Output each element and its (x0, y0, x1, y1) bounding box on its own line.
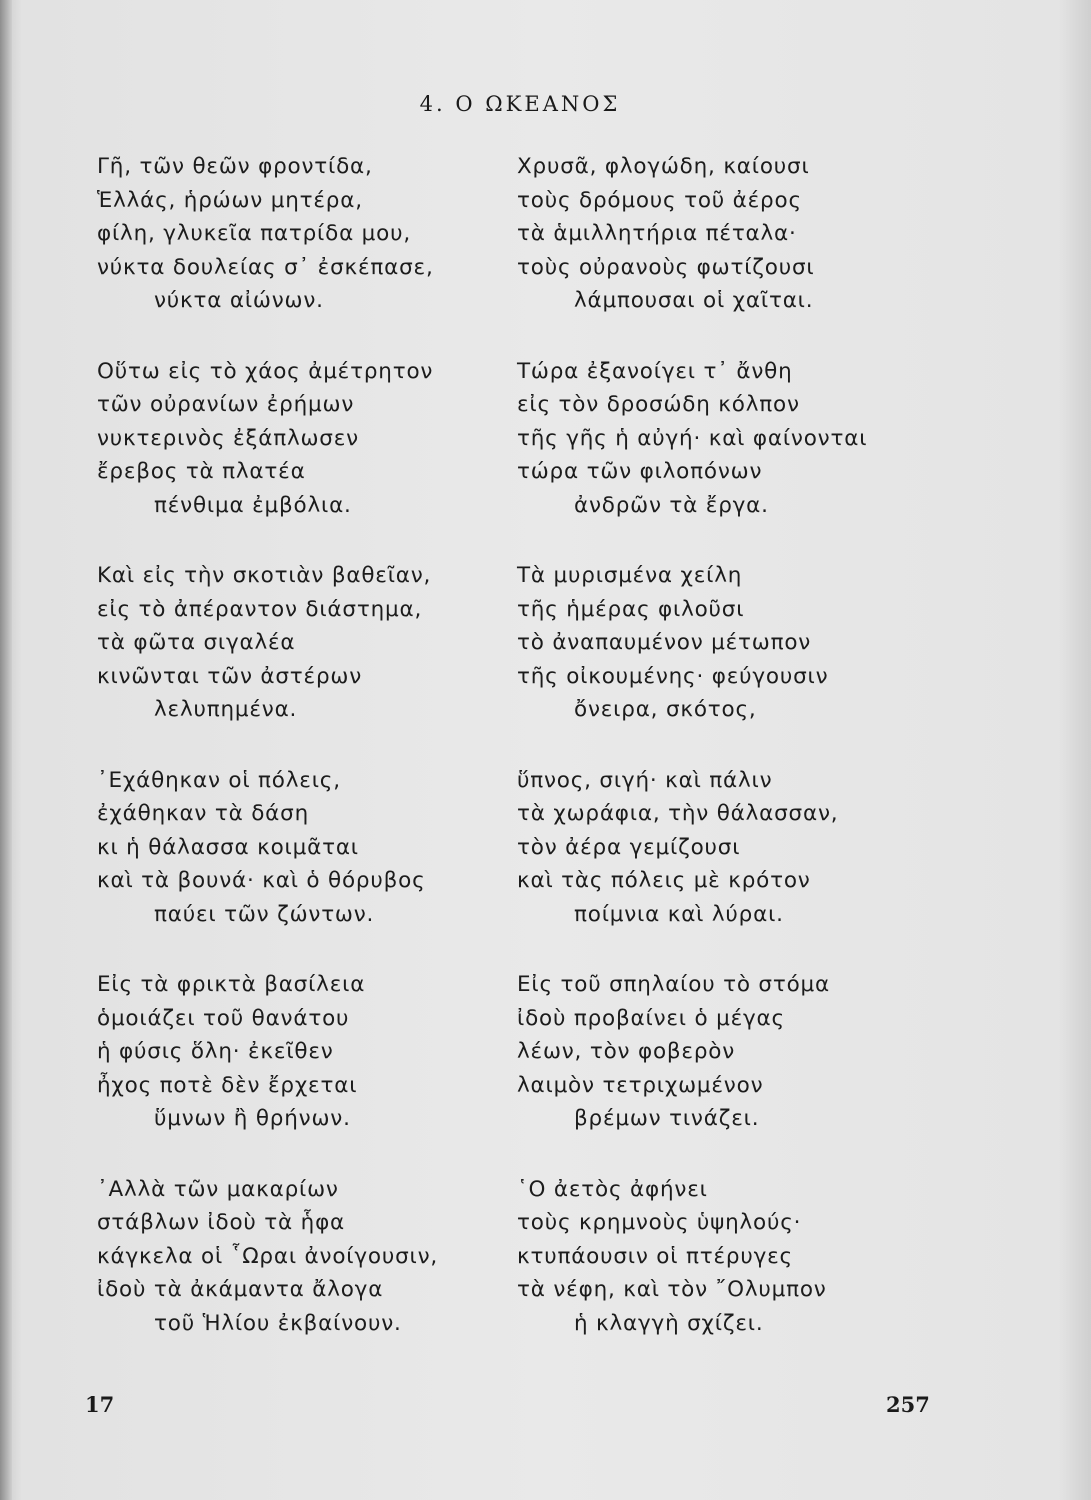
verse-line: τὰ χωράφια, τὴν θάλασσαν, (517, 801, 839, 826)
poem-column-left (97, 150, 537, 1377)
verse-line: ἦχος ποτὲ δὲν ἔρχεται (97, 1072, 358, 1098)
verse-line: τοὺς οὐρανοὺς φωτίζουσι (517, 254, 815, 280)
poem-title: 4. Ο ΩΚΕΑΝΟΣ (419, 92, 621, 116)
verse-line: παύει τῶν ζώντων. (154, 901, 375, 927)
verse-line: τὸν ἀέρα γεμίζουσι (517, 834, 741, 860)
verse-line: λάμπουσαι οἱ χαῖται. (574, 288, 814, 313)
verse-line: τὰ νέφη, καὶ τὸν ῎Ολυμπον (517, 1277, 827, 1302)
verse-line: ἰδοὺ προβαίνει ὁ μέγας (517, 1005, 785, 1031)
verse-line: λέων, τὸν φοβερὸν (517, 1039, 736, 1064)
verse-line: ἡ κλαγγὴ σχίζει. (574, 1310, 764, 1336)
verse-line: κτυπάουσιν οἱ πτέρυγες (517, 1243, 793, 1269)
verse-line: Εἰς τοῦ σπηλαίου τὸ στόμα (517, 972, 830, 997)
verse-line: ᾿Εχάθηκαν οἱ πόλεις, (97, 767, 341, 793)
stanza (517, 355, 957, 523)
verse-line: καὶ τὰς πόλεις μὲ κρότον (517, 868, 811, 893)
verse-line: Γῆ, τῶν θεῶν φροντίδα, (97, 154, 373, 179)
stanza (97, 968, 537, 1136)
verse-line: νύκτα αἰώνων. (154, 288, 324, 313)
verse-line: Τὰ μυρισμένα χείλη (517, 563, 743, 588)
verse-line: ἀνδρῶν τὰ ἔργα. (574, 492, 769, 518)
verse-line: τοῦ Ἡλίου ἐκβαίνουν. (154, 1310, 402, 1336)
verse-line: κι ἡ θάλασσα κοιμᾶται (97, 834, 359, 860)
verse-line: Εἰς τὰ φρικτὰ βασίλεια (97, 972, 366, 997)
verse-line: Χρυσᾶ, φλογώδη, καίουσι (517, 154, 810, 179)
verse-line: εἰς τὸν δροσώδη κόλπον (517, 392, 800, 417)
verse-line: ἔρεβος τὰ πλατέα (97, 459, 306, 484)
verse-line: νύκτα δουλείας σ᾽ ἐσκέπασε, (97, 254, 434, 280)
verse-line: τοὺς δρόμους τοῦ ἀέρος (517, 187, 802, 213)
stanza (97, 1173, 537, 1341)
verse-line: τοὺς κρημνοὺς ὑψηλούς· (517, 1210, 802, 1235)
verse-line: τὸ ἀναπαυμένον μέτωπον (517, 630, 812, 655)
book-gutter-shadow (0, 0, 12, 1500)
verse-line: ᾿Αλλὰ τῶν μακαρίων (97, 1176, 339, 1202)
verse-line: στάβλων ἰδοὺ τὰ ἧφα (97, 1210, 346, 1235)
poem-column-right (517, 150, 957, 1377)
verse-line: Ἑλλάς, ἡρώων μητέρα, (97, 187, 363, 213)
verse-line: λελυπημένα. (154, 697, 298, 722)
verse-line: Καὶ εἰς τὴν σκοτιὰν βαθεῖαν, (97, 563, 432, 588)
verse-line: Τώρα ἐξανοίγει τ᾽ ἄνθη (517, 358, 793, 384)
stanza (97, 764, 537, 932)
verse-line: Οὕτω εἰς τὸ χάος ἀμέτρητον (97, 358, 434, 384)
verse-line: τὰ ἁμιλλητήρια πέταλα· (517, 221, 797, 246)
stanza (517, 559, 957, 727)
verse-line: ἰδοὺ τὰ ἀκάμαντα ἄλογα (97, 1277, 384, 1302)
verse-line: ἐχάθηκαν τὰ δάση (97, 801, 310, 826)
verse-line: κάγκελα οἱ ῟Ωραι ἀνοίγουσιν, (97, 1243, 439, 1269)
verse-line: ὕμνων ἢ θρήνων. (154, 1106, 351, 1131)
stanza (97, 150, 537, 318)
verse-line: ῾Ο ἀετὸς ἀφήνει (517, 1176, 708, 1202)
verse-line: λαιμὸν τετριχωμένον (517, 1072, 764, 1098)
verse-line: ὕπνος, σιγή· καὶ πάλιν (517, 767, 773, 793)
verse-line: κινῶνται τῶν ἀστέρων (97, 663, 363, 689)
page-number: 257 (886, 1392, 930, 1417)
verse-line: ὁμοιάζει τοῦ θανάτου (97, 1005, 350, 1031)
verse-line: τὰ φῶτα σιγαλέα (97, 630, 296, 655)
stanza (97, 559, 537, 727)
signature-number: 17 (85, 1392, 115, 1417)
verse-line: φίλη, γλυκεῖα πατρίδα μου, (97, 221, 411, 246)
verse-line: πένθιμα ἐμβόλια. (154, 492, 352, 518)
stanza (517, 1173, 957, 1341)
verse-line: τῆς γῆς ἡ αὐγή· καὶ φαίνονται (517, 425, 868, 451)
verse-line: τῆς οἰκουμένης· φεύγουσιν (517, 663, 829, 689)
stanza (517, 968, 957, 1136)
verse-line: εἰς τὸ ἀπέραντον διάστημα, (97, 596, 423, 622)
stanza (97, 355, 537, 523)
verse-line: ὄνειρα, σκότος, (574, 697, 757, 722)
verse-line: ποίμνια καὶ λύραι. (574, 901, 784, 927)
verse-line: τῶν οὐρανίων ἐρήμων (97, 392, 355, 417)
verse-line: νυκτερινὸς ἐξάπλωσεν (97, 425, 359, 451)
verse-line: βρέμων τινάζει. (574, 1106, 760, 1131)
stanza (517, 150, 957, 318)
verse-line: τῆς ἡμέρας φιλοῦσι (517, 596, 745, 622)
verse-line: καὶ τὰ βουνά· καὶ ὁ θόρυβος (97, 868, 426, 893)
stanza (517, 764, 957, 932)
verse-line: τώρα τῶν φιλοπόνων (517, 459, 763, 484)
verse-line: ἡ φύσις ὅλη· ἐκεῖθεν (97, 1039, 334, 1064)
